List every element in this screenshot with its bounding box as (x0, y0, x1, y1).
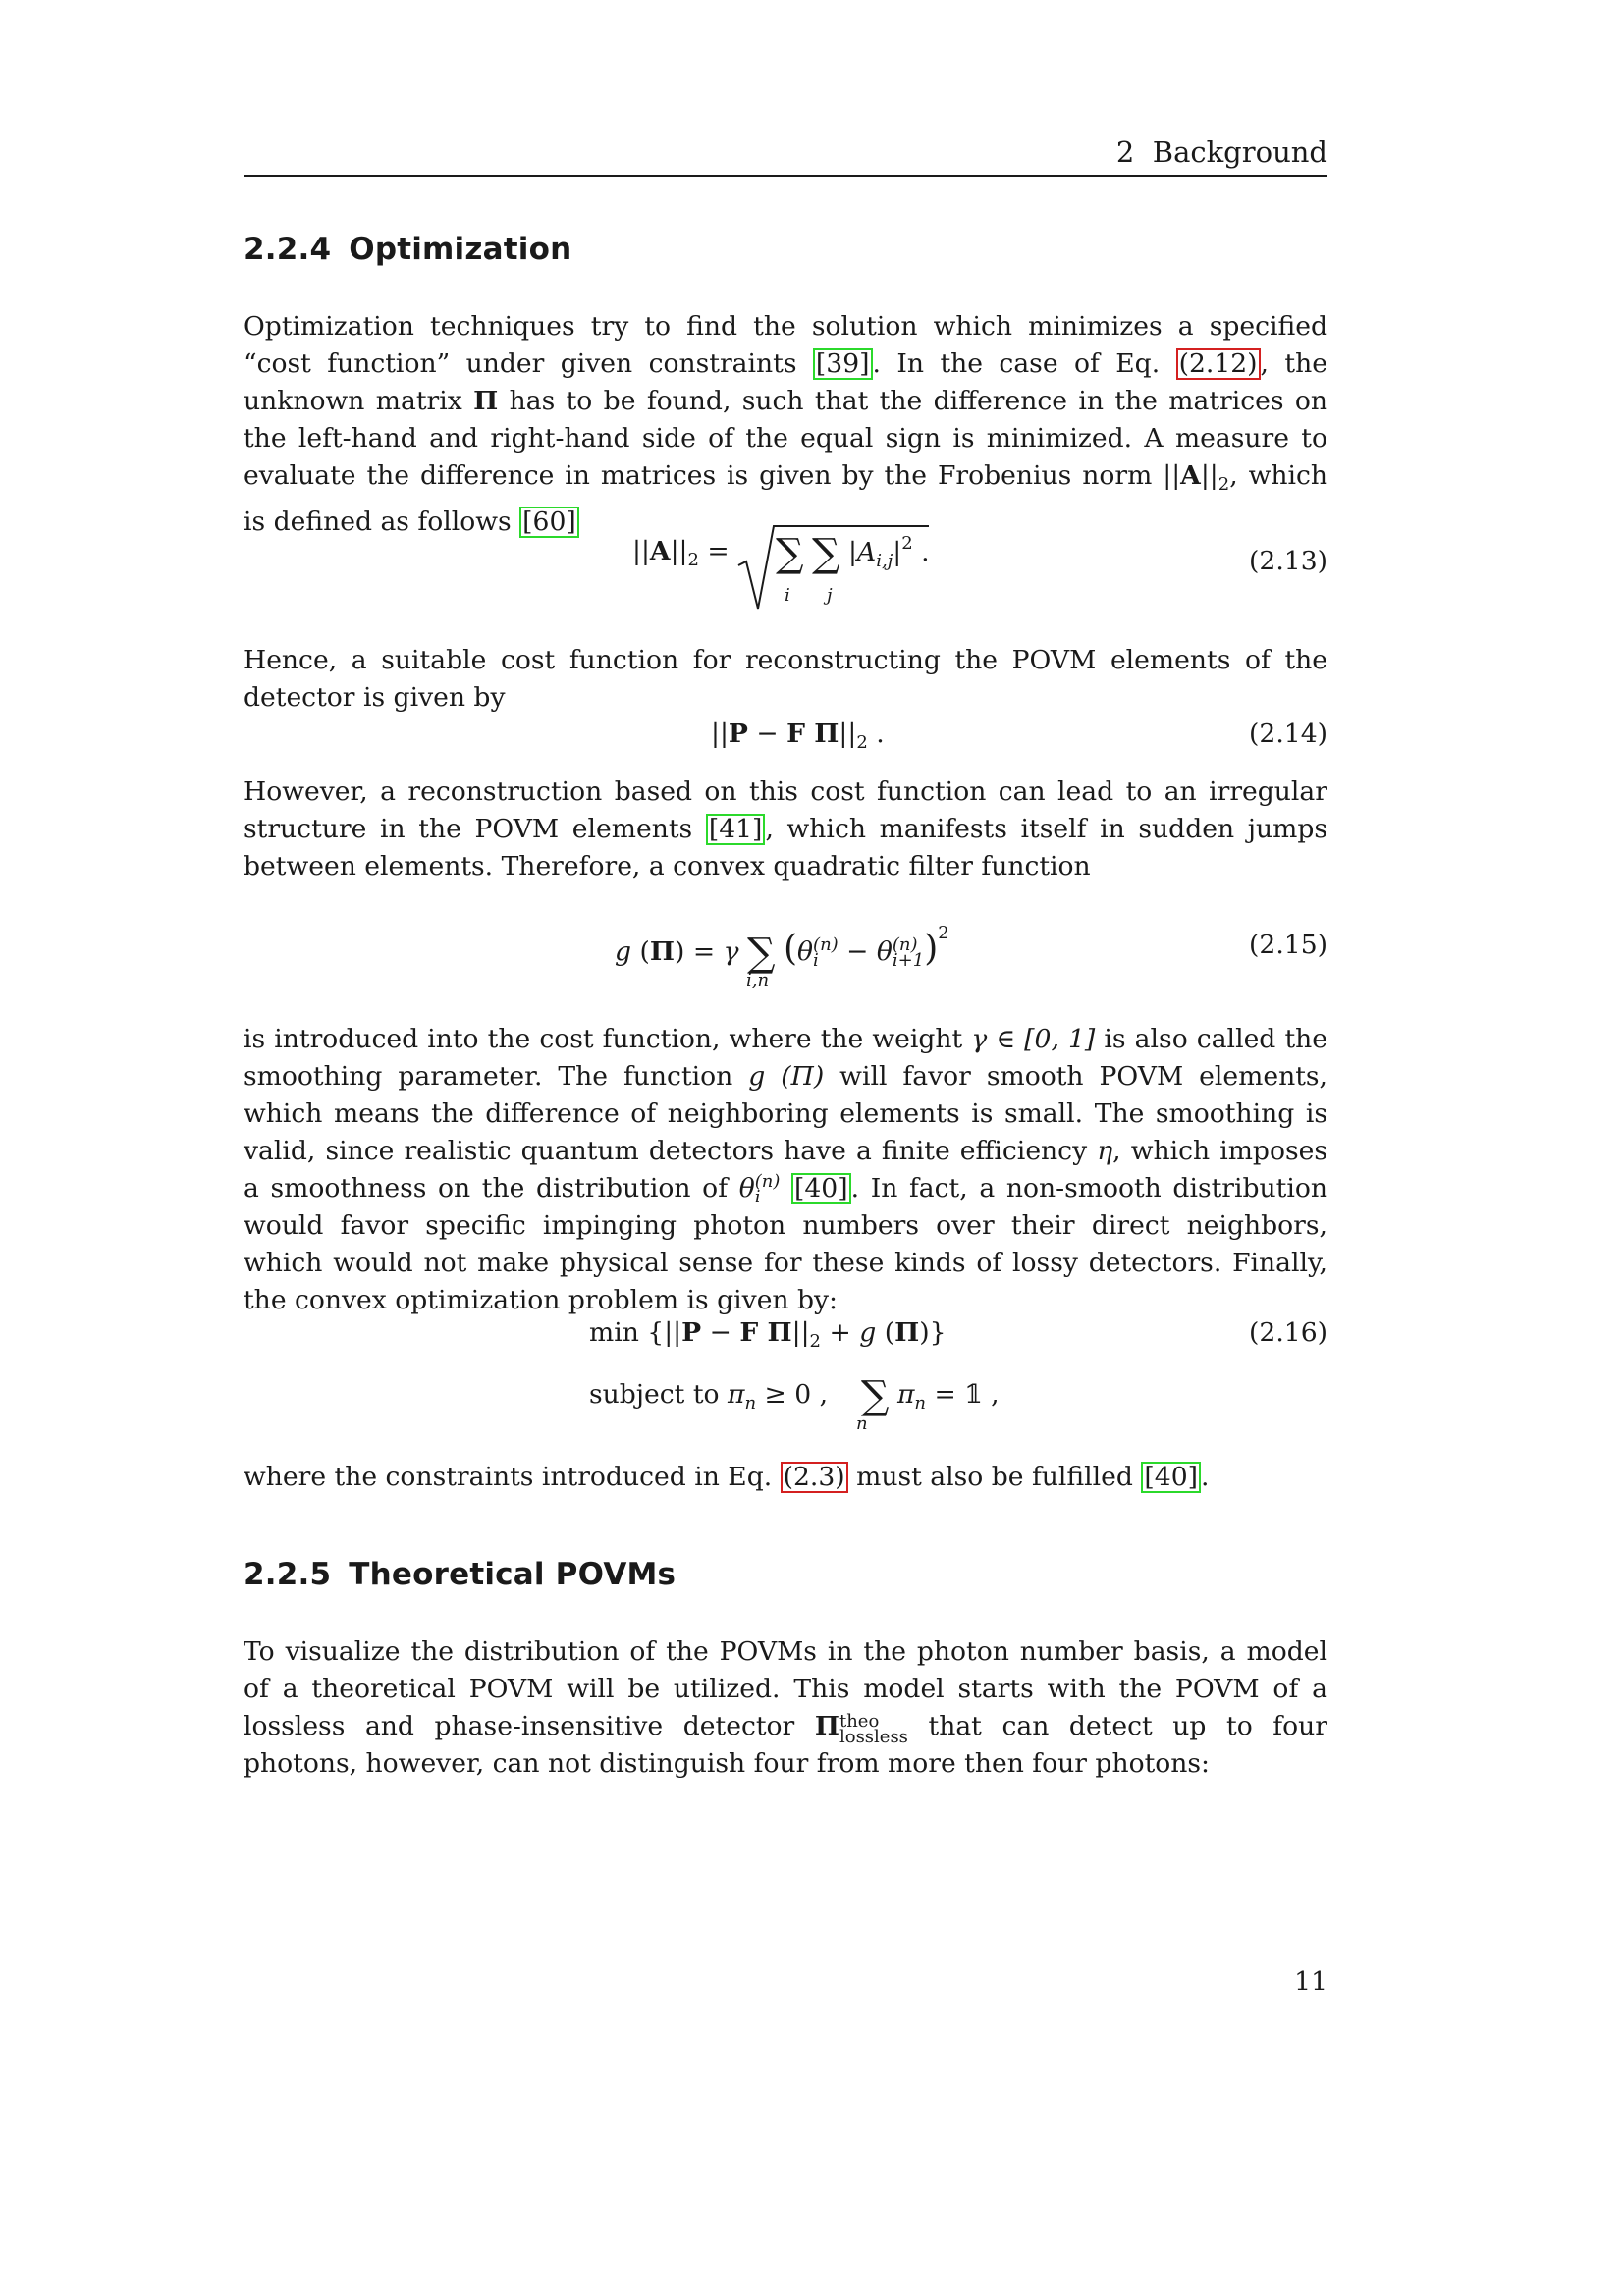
sum-index-in: i,n (746, 970, 770, 990)
section-heading-optimization (244, 232, 571, 267)
citation-link[interactable]: [40] (1141, 1462, 1201, 1493)
paragraph-constraints (244, 1459, 1327, 1496)
section-title: Optimization (349, 232, 572, 267)
equation-number: (2.15) (1249, 930, 1327, 960)
citation-link[interactable]: [39] (813, 348, 873, 380)
equation-ref-link[interactable]: (2.12) (1176, 348, 1261, 380)
sum-index-j: j (827, 585, 833, 606)
header-chapter: 2 (1115, 135, 1135, 169)
paragraph-intro (244, 308, 1327, 541)
pi-subscript: lossless (839, 1727, 908, 1747)
equation-ref-link[interactable]: (2.3) (781, 1462, 848, 1493)
text-run: , which imposes a smoothness on the distribution of (244, 1136, 1327, 1203)
citation-link[interactable]: [60] (519, 507, 579, 538)
page-number: 11 (1294, 1966, 1327, 1997)
section-number: 2.2.4 (244, 232, 332, 267)
sum-index-n: n (856, 1414, 868, 1434)
equation-frobenius-norm: $||A||_2$ = (632, 536, 730, 570)
symbol-theta: θ (738, 1173, 755, 1203)
text-run: However, a reconstruction based on this cost function can lead to an irregular structure in the POVM elements (244, 776, 1327, 844)
running-header (244, 135, 1327, 175)
paragraph-irregular (244, 774, 1327, 885)
text-run: that can detect up to four photons, however, can not distinguish four from more then four photons: (244, 1711, 1328, 1779)
equation-number: (2.13) (1249, 546, 1327, 576)
paragraph-cost-function: Hence, a suitable cost function for reconstructing the POVM elements of the detector is given by (244, 645, 1327, 713)
citation-link[interactable]: [41] (706, 814, 766, 845)
theta-superscript: (n) (754, 1171, 781, 1192)
equation-cost: ||P − F $\Pi||_2$ . (711, 719, 885, 753)
equation-number: (2.14) (1249, 719, 1327, 749)
subject-to-label: subject to (589, 1379, 720, 1410)
text-run: . In fact, a non-smooth distribution would favor specific impinging photon numbers over their direct neighbors, which would not make physical sense for these kinds of lossy detectors. Finally, the convex optimization problem is given by: (244, 1173, 1327, 1315)
symbol-a: A (1180, 460, 1201, 491)
equation-optimization: min {||P − F $\Pi||_2 + g$ (Π)} (589, 1317, 947, 1352)
symbol-pi: Π (814, 1711, 839, 1741)
section-number: 2.2.5 (244, 1557, 332, 1592)
gamma-range: γ ∈ [0, 1] (971, 1024, 1096, 1054)
text-run: has to be found, such that the difference in the matrices on the left-hand and right-hand side of the equal sign is minimized. A measure to evaluate the difference in matrices is given by the Frobenius norm || (244, 386, 1328, 491)
paragraph-smoothing (244, 1021, 1327, 1319)
text-run: . (1201, 1462, 1210, 1492)
symbol-pi: Π (473, 386, 499, 416)
text-run: Optimization techniques try to find the solution which minimizes a specified “cost function” under given constraints (244, 311, 1327, 379)
text-run: must also be fulfilled (847, 1462, 1142, 1492)
equation-constraints: subject to $\pi_n \ge 0$ , ∑ $\pi_n$ = 𝟙 , (589, 1373, 1000, 1418)
equation-filter: g (Π) = γ ∑ (θ (n) i − θ (n) i+1 )$^2$ (615, 923, 949, 976)
equation-sums: ∑ ∑ $|A_{i,j}|^2$ . (776, 531, 930, 576)
symbol-eta: η (1097, 1136, 1113, 1166)
text-run: , the unknown matrix (244, 348, 1327, 416)
paragraph-theoretical-povm (244, 1633, 1327, 1783)
text-run: . In the case of Eq. (872, 348, 1176, 379)
text-run: , which manifests itself in sudden jumps between elements. Therefore, a convex quadratic filter function (244, 814, 1327, 881)
text-run: where the constraints introduced in Eq. (244, 1462, 781, 1492)
text-run: will favor smooth POVM elements, which means the difference of neighboring elements is small. The smoothing is valid, since realistic quantum detectors have a finite efficiency (244, 1061, 1328, 1166)
header-rule (244, 175, 1327, 177)
equation-number: (2.16) (1249, 1317, 1327, 1348)
sum-index-i: i (785, 585, 790, 606)
text-run: || (1200, 460, 1218, 491)
text-run: is introduced into the cost function, where the weight (244, 1024, 972, 1054)
text-run: , which is defined as follows (244, 460, 1327, 537)
text-run: To visualize the distribution of the POVMs in the photon number basis, a model of a theoretical POVM will be utilized. This model starts with the POVM of a lossless and phase-insensitive detector (244, 1636, 1327, 1741)
subscript: 2 (1218, 474, 1230, 495)
function-g: g (Π) (748, 1061, 825, 1092)
header-title: Background (1152, 135, 1327, 169)
section-title: Theoretical POVMs (349, 1557, 677, 1592)
text-run: is also called the smoothing parameter. The function (244, 1024, 1327, 1092)
section-heading-theoretical-povms (244, 1557, 676, 1592)
pi-superscript: theo (839, 1711, 880, 1732)
theta-subscript: i (754, 1187, 761, 1207)
citation-link[interactable]: [40] (791, 1173, 851, 1204)
